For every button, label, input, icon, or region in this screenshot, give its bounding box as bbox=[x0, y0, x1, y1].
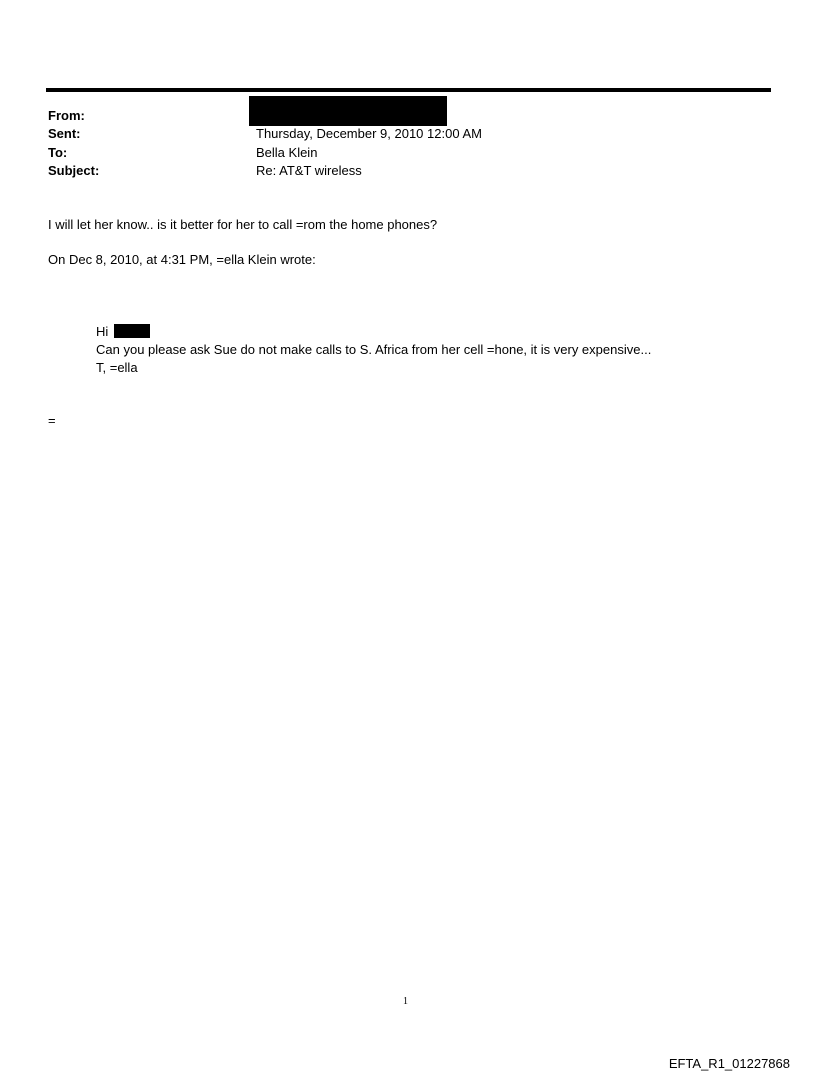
name-redaction bbox=[114, 324, 150, 338]
bates-id: EFTA_R1_01227868 bbox=[668, 1056, 790, 1071]
from-redaction bbox=[249, 96, 447, 126]
attribution-line: On Dec 8, 2010, at 4:31 PM, =ella Klein wrote: bbox=[48, 252, 316, 267]
page-number: 1 bbox=[403, 996, 408, 1007]
header-rule bbox=[46, 88, 771, 92]
trailing-equals: = bbox=[48, 413, 56, 428]
subject-value: Re: AT&T wireless bbox=[256, 163, 362, 178]
to-label: To: bbox=[48, 145, 68, 160]
subject-label: Subject: bbox=[48, 163, 100, 178]
from-label: From: bbox=[48, 108, 85, 123]
quoted-signoff: T, =ella bbox=[96, 360, 138, 375]
sent-value: Thursday, December 9, 2010 12:00 AM bbox=[256, 126, 482, 141]
greeting-text: Hi bbox=[96, 324, 109, 339]
quoted-greeting bbox=[96, 323, 150, 341]
sent-label: Sent: bbox=[48, 126, 81, 141]
reply-text: I will let her know.. is it better for her to call =rom the home phones? bbox=[48, 217, 438, 232]
quoted-message: Can you please ask Sue do not make calls to S. Africa from her cell =hone, it is very expensive... bbox=[96, 342, 652, 357]
to-value: Bella Klein bbox=[256, 145, 318, 160]
